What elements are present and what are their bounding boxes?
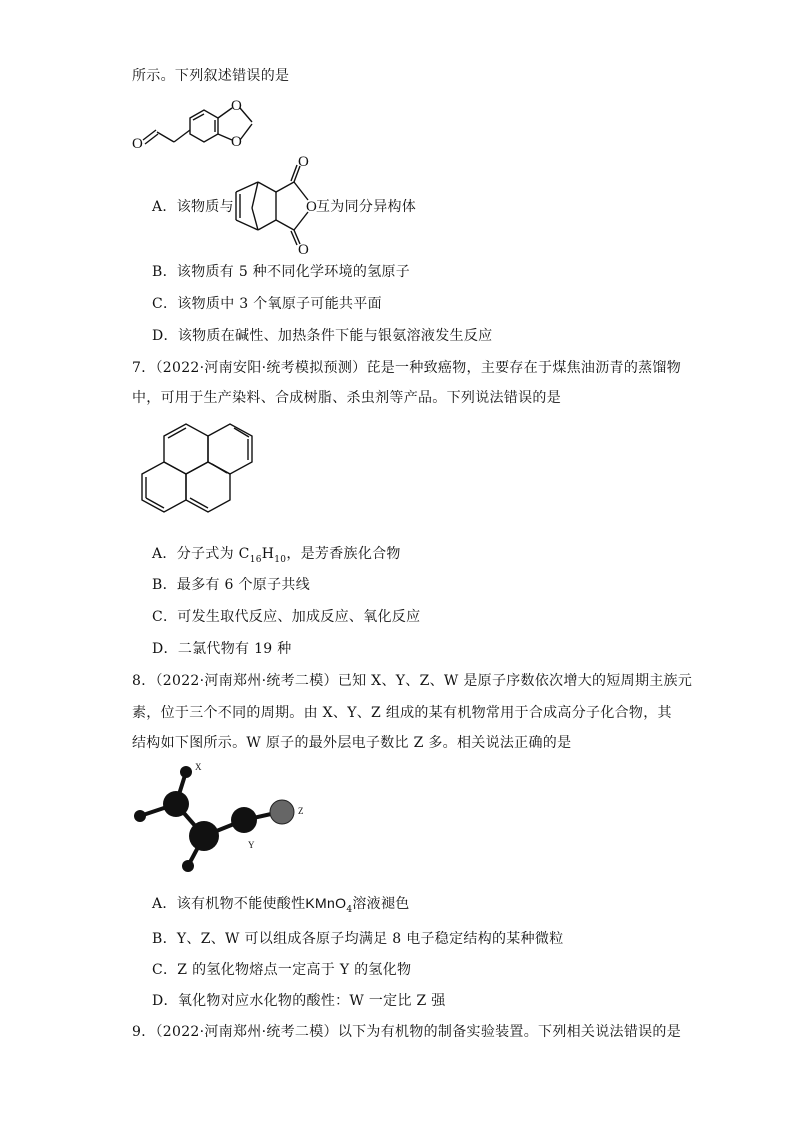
q6-option-b: B．该物质有 5 种不同化学环境的氢原子	[152, 264, 411, 280]
q8-option-a: A．该有机物不能使酸性KMnO$_4$溶液褪色	[152, 895, 410, 915]
piperonylacetaldehyde-structure	[128, 92, 288, 152]
q7-option-d: D．二氯代物有 19 种	[152, 641, 292, 657]
q8-option-c: C．Z 的氢化物熔点一定高于 Y 的氢化物	[152, 962, 412, 978]
q6-option-d: D．该物质在碱性、加热条件下能与银氨溶液发生反应	[152, 328, 493, 344]
atom-h-bottom	[182, 860, 194, 872]
q8-option-b: B．Y、Z、W 可以组成各原子均满足 8 电子稳定结构的某种微粒	[152, 931, 564, 947]
q7-stem-line-2: 中，可用于生产染料、合成树脂、杀虫剂等产品。下列说法错误的是	[132, 390, 561, 406]
question-stem-tail: 所示。下列叙述错误的是	[132, 68, 290, 84]
dioxole-oxygen-top-label: O	[231, 98, 242, 114]
label-x: X	[195, 762, 202, 772]
q6-option-a-suffix: 互为同分异构体	[316, 199, 417, 215]
ball-and-stick-model	[128, 760, 328, 884]
atom-z	[270, 800, 294, 824]
q6-option-a-prefix: A．该物质与	[152, 199, 234, 215]
anhydride-oxygen-ring-label: O	[306, 199, 317, 215]
aldehyde-oxygen-label: O	[132, 136, 143, 152]
norbornene-anhydride-structure	[228, 152, 324, 256]
anhydride-oxygen-top-label: O	[298, 154, 309, 170]
atom-carbon-2	[189, 821, 219, 851]
q7-option-b: B．最多有 6 个原子共线	[152, 577, 310, 593]
dioxole-oxygen-bottom-label: O	[231, 134, 242, 150]
q8-stem-line-2: 素，位于三个不同的周期。由 X、Y、Z 组成的某有机物常用于合成高分子化合物，其	[132, 705, 672, 721]
q8-option-d: D．氧化物对应水化物的酸性：W 一定比 Z 强	[152, 993, 446, 1009]
pyrene-structure	[130, 418, 280, 536]
q8-stem-line-1: 8．（2022·河南郑州·统考二模）已知 X、Y、Z、W 是原子序数依次增大的短周期主族元	[132, 673, 693, 689]
atom-h-left	[134, 810, 146, 822]
label-z: Z	[298, 806, 304, 816]
atom-x	[180, 766, 192, 778]
label-y: Y	[248, 840, 255, 850]
anhydride-oxygen-bottom-label: O	[298, 242, 309, 258]
q7-option-c: C．可发生取代反应、加成反应、氧化反应	[152, 609, 421, 625]
atom-carbon-1	[163, 791, 189, 817]
atom-y	[231, 807, 257, 833]
q6-option-c: C．该物质中 3 个氧原子可能共平面	[152, 296, 382, 312]
q7-stem-line-1: 7．（2022·河南安阳·统考模拟预测）芘是一种致癌物，主要存在于煤焦油沥青的蒸馏物	[132, 360, 682, 376]
q7-option-a: A．分子式为 $C_{16}H_{10}$，是芳香族化合物	[152, 546, 401, 565]
q9-stem-line-1: 9．（2022·河南郑州·统考二模）以下为有机物的制备实验装置。下列相关说法错误的是	[132, 1024, 682, 1040]
q8-stem-line-3: 结构如下图所示。W 原子的最外层电子数比 Z 多。相关说法正确的是	[132, 735, 572, 751]
